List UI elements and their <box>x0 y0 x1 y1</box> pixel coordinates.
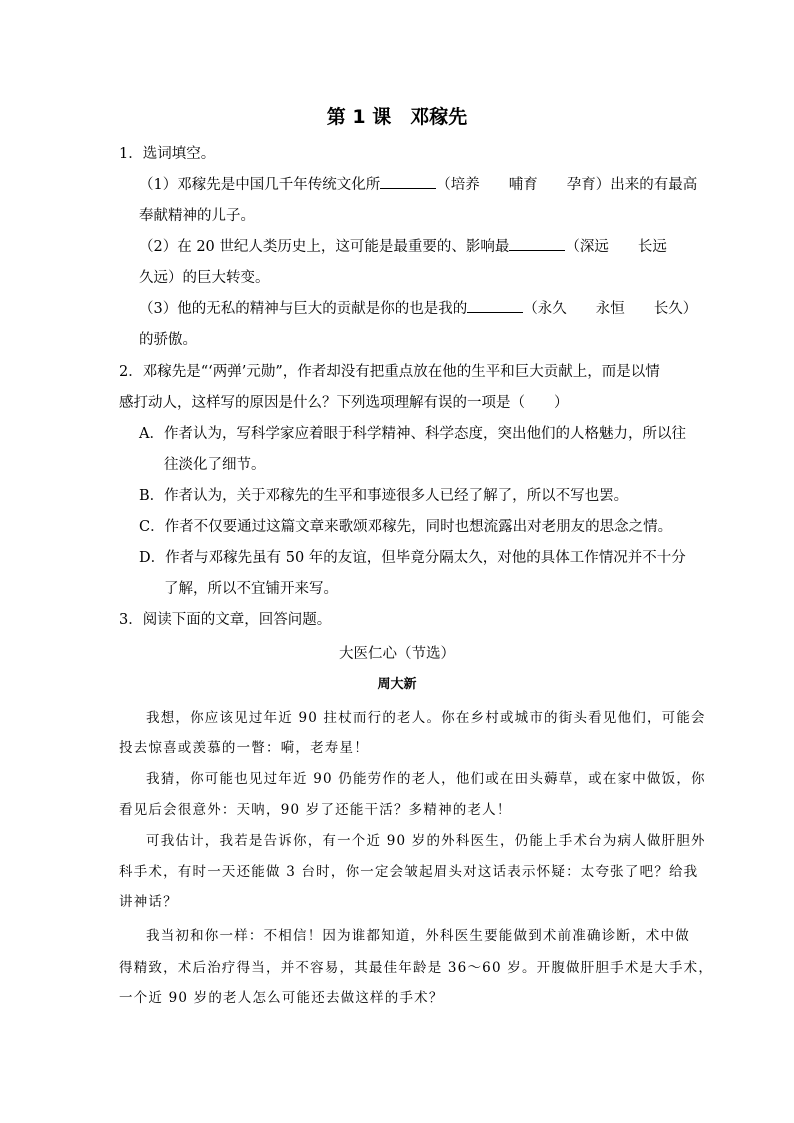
article-author: 周大新 <box>377 677 417 692</box>
article-paragraph-2: 我猜，你可能也见过年近 90 仍能劳作的老人，他们或在田头薅草，或在家中做饭，你 <box>146 771 706 787</box>
article-paragraph-2-cont: 看见后会很意外：天呐，90 岁了还能干活？多精神的老人！ <box>119 802 512 818</box>
sentence-text: （2）在 20 世纪人类历史上，这可能是最重要的、影响最 <box>139 239 510 255</box>
option-a[interactable]: A．作者认为，写科学家应着眼于科学精神、科学态度，突出他们的人格魅力，所以往 <box>139 426 686 442</box>
question-2-stem: 2．邓稼先是“‘两弹’元勋”，作者却没有把重点放在他的生平和巨大贡献上，而是以情 <box>119 364 660 380</box>
sentence-text: （1）邓稼先是中国几千年传统文化所 <box>139 177 381 193</box>
answer-blank[interactable] <box>380 176 436 189</box>
question-1-sentence-2 <box>139 237 667 257</box>
answer-blank[interactable] <box>467 300 523 313</box>
option-b[interactable]: B．作者认为，关于邓稼先的生平和事迹很多人已经了解了，所以不写也罢。 <box>139 488 629 504</box>
sentence-text: （3）他的无私的精神与巨大的贡献是你的也是我的 <box>139 301 468 317</box>
article-paragraph-4-cont: 得精致，术后治疗得当，并不容易，其最佳年龄是 36～60 岁。开腹做肝胆手术是大手术， <box>119 960 714 976</box>
question-3-stem: 3．阅读下面的文章，回答问题。 <box>119 612 332 628</box>
word-options: （培养 哺育 孕育）出来的有最高 <box>436 177 698 193</box>
article-paragraph-4-cont: 一个近 90 岁的老人怎么可能还去做这样的手术？ <box>119 990 444 1006</box>
question-1-sentence-2-cont: 久远）的巨大转变。 <box>139 270 270 286</box>
question-1-stem: 1．选词填空。 <box>119 146 216 162</box>
article-paragraph-4: 我当初和你一样：不相信！因为谁都知道，外科医生要能做到术前准确诊断，术中做 <box>146 928 690 944</box>
question-1-sentence-1 <box>139 175 697 195</box>
option-c[interactable]: C．作者不仅要通过这篇文章来歌颂邓稼先，同时也想流露出对老朋友的思念之情。 <box>139 519 673 535</box>
question-2-stem-cont: 感打动人，这样写的原因是什么？下列选项理解有误的一项是（ ） <box>119 395 569 411</box>
answer-blank[interactable] <box>509 238 565 251</box>
question-1-sentence-1-cont: 奉献精神的儿子。 <box>139 208 255 224</box>
article-paragraph-3-cont: 科手术，有时一天还能做 3 台时，你一定会皱起眉头对这话表示怀疑：太夸张了吧？给我 <box>119 864 699 880</box>
option-d[interactable]: D．作者与邓稼先虽有 50 年的友谊，但毕竟分隔太久，对他的具体工作情况并不十分 <box>139 550 686 566</box>
article-title: 大医仁心（节选） <box>339 646 455 662</box>
question-1-sentence-3-cont: 的骄傲。 <box>139 332 197 348</box>
option-a-cont: 往淡化了细节。 <box>164 457 266 473</box>
article-paragraph-3: 可我估计，我若是告诉你，有一个近 90 岁的外科医生，仍能上手术台为病人做肝胆外 <box>146 833 706 849</box>
page-title: 第 1 课 邓稼先 <box>326 106 468 128</box>
article-paragraph-3-cont: 讲神话？ <box>119 894 178 910</box>
word-options: （永久 永恒 长久） <box>523 301 698 317</box>
article-paragraph-1: 我想，你应该见过年近 90 拄杖而行的老人。你在乡村或城市的街头看见他们，可能会 <box>146 710 706 726</box>
article-paragraph-1-cont: 投去惊喜或羡慕的一瞥：嗬，老寿星！ <box>119 740 369 756</box>
question-1-sentence-3 <box>139 299 697 319</box>
word-options: （深远 长远 <box>565 239 667 255</box>
option-d-cont: 了解，所以不宜铺开来写。 <box>164 581 338 597</box>
